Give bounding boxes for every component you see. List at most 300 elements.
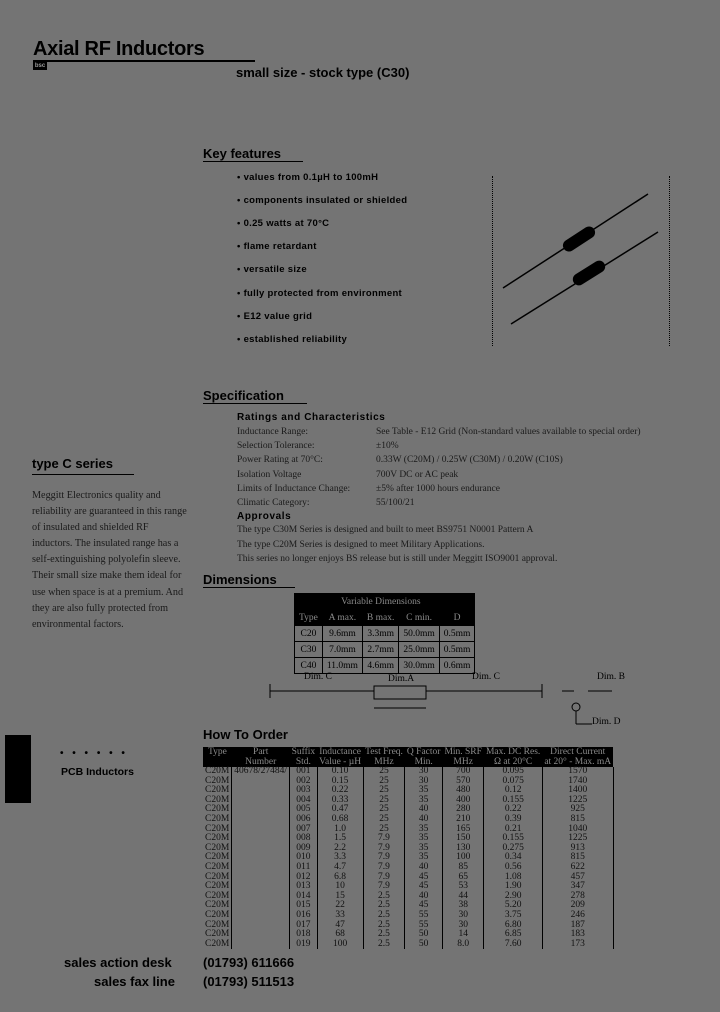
table-row: [203, 930, 613, 940]
order-cell: C20M: [203, 873, 232, 883]
order-cell: 6.8: [317, 873, 363, 883]
dims-cell: 0.6mm: [439, 658, 475, 674]
spec-value: See Table - E12 Grid (Non-standard values available to special order): [376, 427, 641, 437]
order-col-header-line2: at 20° - Max. mA: [544, 757, 612, 767]
order-col-header-line2: Number: [245, 757, 277, 767]
dims-col-header: C min.: [399, 610, 439, 626]
order-cell: 0.275: [484, 844, 542, 854]
spec-label: Power Rating at 70°C:: [237, 455, 323, 466]
spec-value: 55/100/21: [376, 498, 415, 508]
order-cell: 0.22: [317, 786, 363, 796]
order-cell: C20M: [203, 815, 232, 825]
order-cell: 2.5: [363, 892, 405, 902]
order-cell: 53: [442, 882, 484, 892]
order-cell: 130: [442, 844, 484, 854]
order-cell: 3.3: [317, 853, 363, 863]
feature-item: • flame retardant: [237, 241, 317, 253]
order-cell: 011: [290, 863, 318, 873]
dims-cell: 11.0mm: [322, 658, 362, 674]
dims-cell: C30: [295, 642, 323, 658]
order-col-header: [317, 747, 363, 767]
order-cell: 40: [405, 892, 443, 902]
order-cell: 013: [290, 882, 318, 892]
order-cell: 15: [317, 892, 363, 902]
inductor-illustration: [493, 176, 669, 346]
order-cell: 2.5: [363, 940, 405, 950]
order-col-header-line2: MHz: [453, 757, 473, 767]
order-cell: 187: [542, 921, 613, 931]
order-cell: 009: [290, 844, 318, 854]
feature-item: • E12 value grid: [237, 310, 313, 322]
order-cell: 700: [442, 767, 484, 777]
order-col-header-line2: Value - µH: [319, 757, 362, 767]
table-row: [203, 815, 613, 825]
table-row: [203, 777, 613, 787]
order-cell: C20M: [203, 853, 232, 863]
sidebar-heading: type C series: [32, 456, 113, 471]
order-col-header-line2: Ω at 20°C: [493, 757, 533, 767]
dim-col-type-spacer: [295, 594, 323, 610]
order-cell: 44: [442, 892, 484, 902]
order-cell: 457: [542, 873, 613, 883]
order-cell: [232, 853, 290, 863]
page-subtitle: small size - stock type (C30): [236, 65, 410, 80]
feature-item: • 0.25 watts at 70°C: [237, 218, 330, 230]
order-cell: 10: [317, 882, 363, 892]
order-col-header-line2: MHz: [374, 757, 394, 767]
order-cell: 019: [290, 940, 318, 950]
spec-label: Selection Tolerance:: [237, 441, 315, 452]
order-cell: 30: [405, 777, 443, 787]
order-cell: C20M: [203, 911, 232, 921]
dimensions-heading: Dimensions: [203, 572, 277, 587]
spec-value: 700V DC or AC peak: [376, 469, 459, 480]
order-cell: 347: [542, 882, 613, 892]
order-cell: 4.7: [317, 863, 363, 873]
approval-line: The type C20M Series is designed to meet Military Applications.: [237, 539, 485, 550]
order-cell: 40: [405, 815, 443, 825]
order-col-header: [203, 747, 232, 767]
order-cell: 7.9: [363, 834, 405, 844]
dims-col-header: B max.: [362, 610, 398, 626]
dims-body: [295, 626, 475, 674]
table-row: [203, 911, 613, 921]
order-cell: 210: [442, 815, 484, 825]
order-cell: 183: [542, 930, 613, 940]
order-cell: 001: [290, 767, 318, 777]
order-cell: 100: [317, 940, 363, 950]
dims-row: [295, 626, 475, 642]
sales-fax-label: sales fax line: [94, 974, 175, 989]
order-cell: 012: [290, 873, 318, 883]
order-cell: 25: [363, 815, 405, 825]
table-row: [203, 825, 613, 835]
dims-cell: 50.0mm: [399, 626, 439, 642]
order-cell: 815: [542, 853, 613, 863]
order-cell: [232, 844, 290, 854]
order-cell: 33: [317, 911, 363, 921]
order-cell: C20M: [203, 796, 232, 806]
order-cell: 008: [290, 834, 318, 844]
dimension-diagram: [262, 672, 642, 732]
dims-col-header: Type: [295, 610, 323, 626]
order-cell: 8.0: [442, 940, 484, 950]
feature-item: • values from 0.1µH to 100mH: [237, 172, 379, 183]
order-cell: 38: [442, 901, 484, 911]
order-cell: [232, 911, 290, 921]
order-col-header-line1: Max. DC Res.: [485, 747, 541, 757]
dims-header-row: [295, 610, 475, 626]
order-cell: 003: [290, 786, 318, 796]
order-cell: 913: [542, 844, 613, 854]
order-cell: 005: [290, 805, 318, 815]
pcb-dots: • • • • • •: [60, 748, 128, 759]
ratings-heading: Ratings and Characteristics: [237, 412, 386, 423]
order-col-header: [442, 747, 484, 767]
spec-label: Limits of Inductance Change:: [237, 483, 351, 494]
order-cell: 015: [290, 901, 318, 911]
dims-cell: 3.3mm: [362, 626, 398, 642]
sales-fax-number: (01793) 511513: [203, 974, 295, 989]
order-cell: 40: [405, 805, 443, 815]
brand-logo: bsc: [34, 63, 46, 69]
approval-line: This series no longer enjoys BS release but is still under Meggitt ISO9001 approval.: [237, 554, 558, 564]
order-cell: 7.9: [363, 882, 405, 892]
order-cell: 30: [405, 767, 443, 777]
order-cell: 65: [442, 873, 484, 883]
spec-label: Isolation Voltage: [237, 469, 302, 480]
order-cell: C20M: [203, 863, 232, 873]
order-col-header-line1: Type: [207, 747, 227, 757]
order-cell: 2.5: [363, 901, 405, 911]
order-col-header-line2: Min.: [414, 757, 433, 767]
dims-row: [295, 642, 475, 658]
order-cell: 1040: [542, 825, 613, 835]
order-cell: 0.12: [484, 786, 542, 796]
how-to-order-heading: How To Order: [203, 727, 288, 742]
order-cell: 47: [317, 921, 363, 931]
dim-d-label: Dim. D: [592, 717, 621, 727]
order-cell: 1.5: [317, 834, 363, 844]
order-cell: 55: [405, 911, 443, 921]
order-cell: 278: [542, 892, 613, 902]
order-cell: 0.34: [484, 853, 542, 863]
order-cell: 35: [405, 796, 443, 806]
feature-item: • fully protected from environment: [237, 287, 403, 299]
order-cell: 1.08: [484, 873, 542, 883]
order-cell: C20M: [203, 901, 232, 911]
order-cell: 622: [542, 863, 613, 873]
order-col-header-line1: Direct Current: [550, 747, 606, 757]
order-cell: 1225: [542, 834, 613, 844]
approval-line: The type C30M Series is designed and built to meet BS9751 N0001 Pattern A: [237, 525, 534, 535]
order-cell: [232, 796, 290, 806]
order-col-header: [484, 747, 542, 767]
order-cell: C20M: [203, 777, 232, 787]
order-col-header: [232, 747, 290, 767]
order-cell: C20M: [203, 805, 232, 815]
order-cell: [232, 815, 290, 825]
order-cell: 1.90: [484, 882, 542, 892]
order-cell: 1225: [542, 796, 613, 806]
order-cell: 815: [542, 815, 613, 825]
order-cell: [232, 901, 290, 911]
order-cell: 6.80: [484, 921, 542, 931]
order-cell: 0.095: [484, 767, 542, 777]
order-cell: [232, 882, 290, 892]
order-table: [203, 747, 614, 949]
spec-value: ±5% after 1000 hours endurance: [376, 483, 500, 494]
order-cell: 0.47: [317, 805, 363, 815]
spec-value: ±10%: [376, 441, 399, 452]
order-cell: 22: [317, 901, 363, 911]
table-row: [203, 901, 613, 911]
table-row: [203, 796, 613, 806]
order-cell: 246: [542, 911, 613, 921]
table-row: [203, 767, 613, 777]
feature-item: • established reliability: [237, 333, 348, 345]
order-cell: 7.9: [363, 873, 405, 883]
order-cell: 2.5: [363, 921, 405, 931]
order-cell: 35: [405, 825, 443, 835]
dims-cell: C40: [295, 658, 323, 674]
order-cell: 006: [290, 815, 318, 825]
dims-cell: 4.6mm: [362, 658, 398, 674]
order-cell: 570: [442, 777, 484, 787]
order-cell: 209: [542, 901, 613, 911]
order-cell: 016: [290, 911, 318, 921]
order-cell: [232, 786, 290, 796]
order-cell: 30: [442, 911, 484, 921]
spec-value: 0.33W (C20M) / 0.25W (C30M) / 0.20W (C10S): [376, 455, 563, 466]
order-cell: 2.5: [363, 930, 405, 940]
order-cell: 45: [405, 873, 443, 883]
table-row: [203, 853, 613, 863]
dims-cell: 2.7mm: [362, 642, 398, 658]
order-cell: [232, 825, 290, 835]
order-cell: [232, 873, 290, 883]
order-cell: 40678/27484/: [232, 767, 290, 777]
table-row: [203, 834, 613, 844]
order-cell: [232, 777, 290, 787]
dimensions-rule: [203, 587, 295, 588]
order-cell: 50: [405, 940, 443, 950]
order-cell: C20M: [203, 825, 232, 835]
order-cell: 007: [290, 825, 318, 835]
order-cell: [232, 834, 290, 844]
dim-group-header: Variable Dimensions: [322, 594, 439, 610]
order-cell: 0.56: [484, 863, 542, 873]
feature-item: • versatile size: [237, 264, 307, 276]
order-cell: C20M: [203, 930, 232, 940]
dims-cell: 25.0mm: [399, 642, 439, 658]
order-col-header-line1: Suffix: [291, 747, 316, 757]
order-cell: 55: [405, 921, 443, 931]
order-cell: C20M: [203, 940, 232, 950]
dims-col-header: D: [439, 610, 475, 626]
order-cell: 1570: [542, 767, 613, 777]
order-col-header-line1: Test Freq.: [365, 747, 403, 757]
dimensions-table: [294, 593, 475, 674]
page-title: Axial RF Inductors: [33, 38, 205, 60]
order-cell: 010: [290, 853, 318, 863]
order-cell: 25: [363, 805, 405, 815]
dims-cell: C20: [295, 626, 323, 642]
key-features-heading: Key features: [203, 146, 282, 161]
dim-c-label-2: Dim. C: [472, 672, 500, 682]
table-row: [203, 805, 613, 815]
table-row: [203, 882, 613, 892]
order-col-header: [405, 747, 443, 767]
order-cell: [232, 863, 290, 873]
order-cell: [232, 892, 290, 902]
order-cell: 150: [442, 834, 484, 844]
order-cell: 35: [405, 844, 443, 854]
order-cell: 7.9: [363, 853, 405, 863]
order-cell: 35: [405, 834, 443, 844]
order-cell: 0.22: [484, 805, 542, 815]
order-cell: 2.2: [317, 844, 363, 854]
order-cell: 0.15: [317, 777, 363, 787]
sidebar-text: Meggitt Electronics quality and reliability are guaranteed in this range of insulated and shielded RF inductors. The insulated range has a self-extinguishing polyolefin sleeve. Their small size make them ideal for use when space is at a premium. And they are also fully protected from environmental factors.: [32, 490, 187, 630]
order-cell: 0.33: [317, 796, 363, 806]
order-cell: 25: [363, 825, 405, 835]
order-col-header-line1: Q Factor: [406, 747, 441, 757]
order-cell: [232, 940, 290, 950]
dims-col-header: A max.: [322, 610, 362, 626]
order-cell: 165: [442, 825, 484, 835]
order-cell: C20M: [203, 786, 232, 796]
table-row: [203, 844, 613, 854]
order-cell: 6.85: [484, 930, 542, 940]
sales-desk-number: (01793) 611666: [203, 955, 295, 970]
order-col-header: [290, 747, 318, 767]
dim-a-label: Dim.A: [388, 674, 415, 684]
order-cell: 45: [405, 882, 443, 892]
dims-cell: 7.0mm: [322, 642, 362, 658]
order-cell: 25: [363, 796, 405, 806]
order-cell: 173: [542, 940, 613, 950]
order-cell: 0.10: [317, 767, 363, 777]
order-cell: 400: [442, 796, 484, 806]
table-row: [203, 786, 613, 796]
order-cell: 0.155: [484, 796, 542, 806]
order-cell: 0.075: [484, 777, 542, 787]
order-cell: 25: [363, 786, 405, 796]
order-col-header-line1: Part: [253, 747, 269, 757]
dims-cell: 0.5mm: [439, 626, 475, 642]
order-cell: [232, 805, 290, 815]
order-cell: 018: [290, 930, 318, 940]
order-cell: C20M: [203, 844, 232, 854]
product-photo: [492, 176, 670, 346]
order-cell: 100: [442, 853, 484, 863]
sidebar-rule: [32, 474, 134, 475]
order-cell: C20M: [203, 921, 232, 931]
order-cell: [232, 930, 290, 940]
order-cell: C20M: [203, 882, 232, 892]
order-cell: 0.68: [317, 815, 363, 825]
order-cell: 480: [442, 786, 484, 796]
order-cell: 35: [405, 786, 443, 796]
order-body: [203, 767, 613, 949]
order-cell: C20M: [203, 767, 232, 777]
order-cell: 004: [290, 796, 318, 806]
dims-cell: 30.0mm: [399, 658, 439, 674]
order-cell: 3.75: [484, 911, 542, 921]
sales-desk-label: sales action desk: [64, 955, 172, 970]
pcb-inductors-label: PCB Inductors: [61, 766, 134, 778]
order-cell: 30: [442, 921, 484, 931]
order-cell: 0.21: [484, 825, 542, 835]
specification-rule: [203, 403, 307, 404]
table-row: [203, 940, 613, 950]
order-cell: 0.39: [484, 815, 542, 825]
order-cell: C20M: [203, 892, 232, 902]
order-cell: 40: [405, 863, 443, 873]
table-row: [203, 892, 613, 902]
order-cell: 2.5: [363, 911, 405, 921]
order-header-row: [203, 747, 613, 767]
section-tab-marker: [5, 735, 31, 803]
order-cell: 280: [442, 805, 484, 815]
order-cell: 14: [442, 930, 484, 940]
specification-heading: Specification: [203, 388, 284, 403]
order-cell: 35: [405, 853, 443, 863]
order-cell: 0.155: [484, 834, 542, 844]
order-cell: 25: [363, 767, 405, 777]
spec-label: Climatic Category:: [237, 498, 310, 508]
order-cell: 7.60: [484, 940, 542, 950]
title-rule: [33, 60, 255, 62]
order-cell: C20M: [203, 834, 232, 844]
order-cell: 925: [542, 805, 613, 815]
order-cell: 50: [405, 930, 443, 940]
order-col-header-line2: Std.: [295, 757, 311, 767]
order-col-header-line1: Min. SRF: [444, 747, 482, 757]
feature-item: • components insulated or shielded: [237, 195, 408, 207]
order-cell: 1.0: [317, 825, 363, 835]
order-cell: 1400: [542, 786, 613, 796]
order-cell: 7.9: [363, 863, 405, 873]
order-cell: 2.90: [484, 892, 542, 902]
table-row: [203, 873, 613, 883]
dim-col-d-spacer: [439, 594, 475, 610]
order-col-header-line1: Inductance: [319, 747, 361, 757]
order-cell: 7.9: [363, 844, 405, 854]
order-cell: 1740: [542, 777, 613, 787]
order-cell: 85: [442, 863, 484, 873]
order-cell: 25: [363, 777, 405, 787]
order-cell: 45: [405, 901, 443, 911]
spec-label: Inductance Range:: [237, 427, 308, 437]
key-features-rule: [203, 161, 303, 162]
dim-b-label: Dim. B: [597, 672, 625, 682]
approvals-heading: Approvals: [237, 511, 292, 522]
order-cell: 5.20: [484, 901, 542, 911]
order-col-header: [363, 747, 405, 767]
order-cell: 68: [317, 930, 363, 940]
order-cell: [232, 921, 290, 931]
order-cell: 002: [290, 777, 318, 787]
order-col-header: [542, 747, 613, 767]
dims-cell: 0.5mm: [439, 642, 475, 658]
dim-c-label-1: Dim. C: [304, 672, 332, 682]
order-cell: 017: [290, 921, 318, 931]
table-row: [203, 921, 613, 931]
dims-cell: 9.6mm: [322, 626, 362, 642]
table-row: [203, 863, 613, 873]
